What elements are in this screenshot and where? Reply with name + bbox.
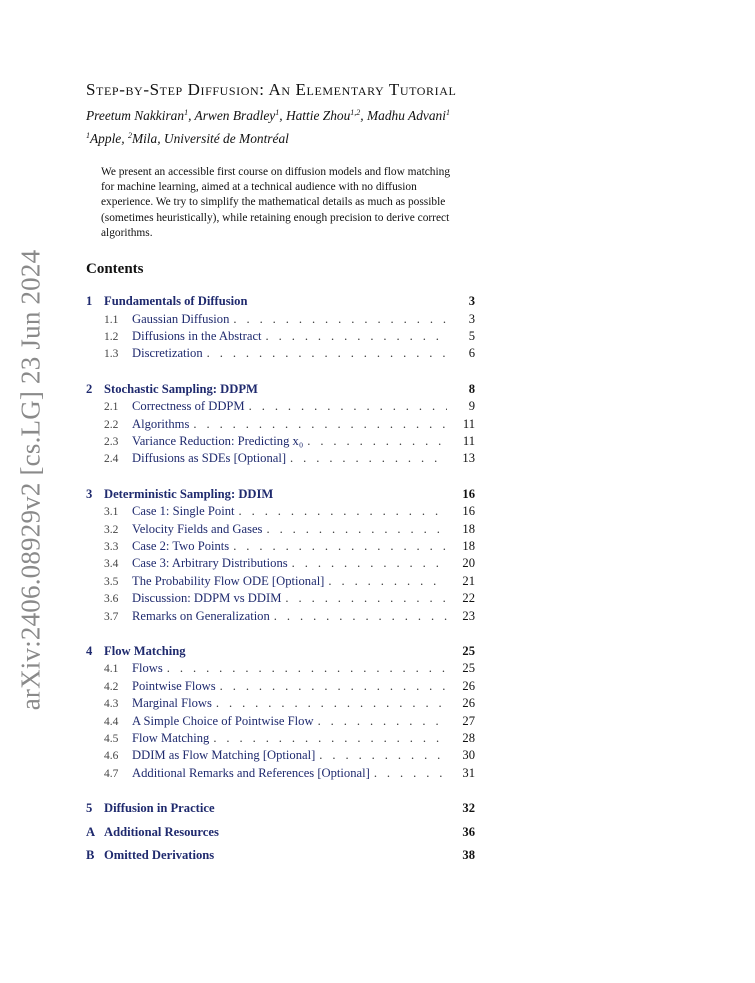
toc-subsection-page: 25 [462, 661, 475, 676]
toc-subsection-title[interactable]: The Probability Flow ODE [Optional] [132, 573, 325, 588]
toc-subsection-title[interactable]: Case 3: Arbitrary Distributions [132, 556, 288, 571]
toc-subsection-title[interactable]: DDIM as Flow Matching [Optional] [132, 748, 316, 763]
toc-leader-dots [307, 434, 447, 449]
author-affiliation-mark: 1 [275, 108, 280, 117]
toc-section-number: 3 [86, 486, 93, 501]
toc-subsection[interactable] [86, 522, 475, 539]
toc-leader-dots [193, 417, 447, 432]
toc-section[interactable] [86, 294, 475, 312]
toc-subsection-title[interactable]: Pointwise Flows [132, 678, 216, 693]
toc-subsection-number: 4.3 [104, 698, 119, 711]
toc-section-page: 16 [462, 486, 475, 501]
toc-section-title[interactable]: Fundamentals of Diffusion [104, 294, 248, 308]
author-name: Arwen Bradley [194, 108, 276, 123]
toc-section-page: 8 [468, 381, 475, 396]
toc-subsection-title[interactable]: Gaussian Diffusion [132, 311, 230, 326]
toc-section[interactable] [86, 825, 475, 843]
toc-leader-dots [233, 312, 447, 327]
abstract: We present an accessible first course on diffusion models and flow matching for machine learning, aimed at a technical audience with no diffusion experience. We try to simplify the mathematical details as much as possible (sometimes heuristically), while retaining enough precision to derive correct algorithms. [101, 166, 451, 239]
affiliation-list: $^1$Apple, $^2$Mila, Université de Montréal [86, 131, 289, 146]
toc-section-number: A [86, 824, 96, 839]
toc-subsection[interactable] [86, 504, 475, 521]
toc-subsection-number: 4.6 [104, 750, 119, 763]
toc-subsection-page: 20 [462, 556, 475, 571]
arxiv-id: arXiv:2406.08929v2 [cs.LG] 23 Jun 2024 [15, 249, 46, 711]
toc-subsection-page: 22 [462, 591, 475, 606]
toc-leader-dots [220, 679, 447, 694]
toc-subsection-number: 3.6 [104, 593, 119, 606]
toc-subsection-number: 4.2 [104, 680, 119, 693]
toc-leader-dots [318, 714, 447, 729]
toc-leader-dots [216, 696, 447, 711]
toc-subsection-title[interactable]: Flow Matching [132, 731, 210, 746]
toc-section-title[interactable]: Additional Resources [104, 824, 219, 839]
toc-subsection-page: 6 [468, 346, 475, 361]
toc-subsection-page: 30 [462, 748, 475, 763]
toc-subsection-number: 2.3 [104, 435, 119, 448]
toc-section-title[interactable]: Omitted Derivations [104, 848, 215, 863]
toc-subsection-number: 1.1 [104, 313, 119, 326]
toc-leader-dots [233, 539, 447, 554]
toc-subsection[interactable] [86, 434, 475, 451]
toc-subsection[interactable] [86, 451, 475, 468]
toc-section-number: 2 [86, 381, 93, 396]
author-name: Hattie Zhou [285, 108, 351, 123]
toc-leader-dots [207, 346, 447, 361]
toc-subsection[interactable] [86, 312, 475, 329]
affiliation-mark: 1 [86, 131, 90, 140]
toc-section-title[interactable]: Deterministic Sampling: DDIM [104, 486, 274, 501]
toc-section-page: 32 [462, 801, 475, 816]
toc-leader-dots [266, 329, 447, 344]
toc-subsection[interactable] [86, 417, 475, 434]
table-of-contents [86, 294, 475, 866]
toc-section-title[interactable]: Stochastic Sampling: DDPM [104, 381, 258, 396]
toc-subsection[interactable] [86, 696, 475, 713]
toc-subsection-page: 16 [462, 504, 475, 519]
toc-subsection-page: 13 [462, 451, 475, 466]
affiliation-name: Mila, Université de Montréal [131, 131, 289, 146]
toc-subsection-title[interactable]: A Simple Choice of Pointwise Flow [132, 713, 314, 728]
toc-subsection-number: 3.7 [104, 610, 119, 623]
toc-section[interactable] [86, 644, 475, 662]
toc-subsection[interactable] [86, 714, 475, 731]
toc-subsection-page: 28 [462, 731, 475, 746]
toc-subsection-number: 4.7 [104, 767, 119, 780]
toc-subsection[interactable] [86, 346, 475, 363]
toc-section[interactable] [86, 382, 475, 400]
toc-subsection-title[interactable]: Case 1: Single Point [132, 504, 235, 519]
toc-section-number: 1 [86, 294, 93, 308]
toc-subsection-title[interactable]: Marginal Flows [132, 696, 212, 711]
affiliation-name: Apple [90, 131, 122, 146]
toc-subsection-number: 3.1 [104, 506, 119, 519]
toc-subsection-page: 9 [468, 399, 475, 414]
toc-subsection-number: 2.2 [104, 418, 119, 431]
toc-subsection[interactable] [86, 661, 475, 678]
toc-leader-dots [374, 766, 447, 781]
author-list: Preetum Nakkiran$^1$, Arwen Bradley$^1$, Hattie Zhou$^{1,2}$, Madhu Advani$^1$ [86, 108, 450, 123]
toc-leader-dots [319, 748, 447, 763]
toc-section-title[interactable]: Diffusion in Practice [104, 801, 215, 816]
toc-subsection[interactable] [86, 591, 475, 608]
toc-section-page: 38 [462, 848, 475, 863]
toc-subsection-page: 3 [468, 311, 475, 326]
toc-subsection-title[interactable]: Diffusions as SDEs [Optional] [132, 451, 287, 466]
author-affiliation-mark: 1,2 [350, 108, 361, 117]
toc-subsection-page: 18 [462, 539, 475, 554]
toc-leader-dots [274, 609, 447, 624]
toc-subsection-number: 3.4 [104, 558, 119, 571]
toc-leader-dots [285, 591, 447, 606]
toc-subsection[interactable] [86, 574, 475, 591]
toc-subsection-page: 26 [462, 678, 475, 693]
arxiv-stamp [15, 249, 46, 711]
toc-section-page: 25 [462, 643, 475, 658]
toc-subsection-page: 31 [462, 765, 475, 780]
toc-subsection-number: 2.4 [104, 453, 119, 466]
toc-section-number: 4 [86, 643, 93, 658]
toc-subsection-number: 1.2 [104, 330, 119, 343]
toc-subsection[interactable] [86, 539, 475, 556]
author-affiliation-mark: 1 [184, 108, 189, 117]
toc-subsection-page: 18 [462, 521, 475, 536]
toc-subsection-page: 23 [462, 608, 475, 623]
toc-subsection-page: 11 [462, 416, 475, 431]
toc-section-title[interactable]: Flow Matching [104, 643, 186, 658]
toc-subsection-title[interactable]: Additional Remarks and References [Optional] [132, 765, 370, 780]
toc-section-number: B [86, 848, 95, 863]
toc-leader-dots [249, 399, 447, 414]
affiliation-mark: 2 [127, 131, 132, 140]
toc-subsection[interactable] [86, 766, 475, 783]
toc-section-page: 36 [462, 824, 475, 839]
author-affiliation-mark: 1 [445, 108, 450, 117]
toc-subsection-title[interactable]: Variance Reduction: Predicting x₀ [132, 433, 304, 448]
toc-subsection-title[interactable]: Case 2: Two Points [132, 539, 230, 554]
toc-subsection[interactable] [86, 748, 475, 765]
toc-subsection-title[interactable]: Discretization [132, 346, 203, 361]
toc-leader-dots [328, 574, 447, 589]
toc-gap [86, 626, 475, 638]
toc-subsection-title[interactable]: Algorithms [132, 416, 190, 431]
toc-leader-dots [266, 522, 447, 537]
toc-leader-dots [213, 731, 447, 746]
toc-gap [86, 783, 475, 795]
toc-subsection-page: 11 [462, 433, 475, 448]
author-name: Madhu Advani [367, 108, 446, 123]
toc-subsection-number: 3.5 [104, 575, 119, 588]
toc-subsection-title[interactable]: Correctness of DDPM [132, 399, 245, 414]
toc-subsection-title[interactable]: Discussion: DDPM vs DDIM [132, 591, 282, 606]
toc-subsection-number: 3.2 [104, 523, 119, 536]
toc-subsection-title[interactable]: Flows [132, 661, 163, 676]
toc-gap [86, 469, 475, 481]
toc-subsection-title[interactable]: Diffusions in the Abstract [132, 328, 262, 343]
toc-subsection-page: 26 [462, 696, 475, 711]
author-name: Preetum Nakkiran [86, 108, 185, 123]
toc-subsection[interactable] [86, 609, 475, 626]
toc-subsection-number: 4.4 [104, 715, 119, 728]
toc-subsection-number: 3.3 [104, 541, 119, 554]
toc-subsection-title[interactable]: Velocity Fields and Gases [132, 521, 263, 536]
toc-gap [86, 364, 475, 376]
toc-leader-dots [239, 504, 447, 519]
toc-section[interactable] [86, 848, 475, 866]
toc-subsection[interactable] [86, 556, 475, 573]
toc-subsection[interactable] [86, 679, 475, 696]
contents-heading: Contents [86, 261, 144, 277]
toc-leader-dots [167, 661, 447, 676]
toc-subsection-page: 21 [462, 573, 475, 588]
toc-subsection-number: 2.1 [104, 401, 119, 414]
toc-leader-dots [290, 451, 447, 466]
toc-subsection-page: 5 [468, 328, 475, 343]
toc-subsection-title[interactable]: Remarks on Generalization [132, 608, 270, 623]
toc-section-page: 3 [468, 294, 475, 308]
toc-subsection-number: 4.1 [104, 663, 119, 676]
toc-subsection-number: 1.3 [104, 348, 119, 361]
paper-title: Step-by-Step Diffusion: An Elementary Tutorial [86, 80, 457, 99]
toc-subsection-page: 27 [462, 713, 475, 728]
toc-subsection[interactable] [86, 731, 475, 748]
toc-section[interactable] [86, 487, 475, 505]
toc-subsection-number: 4.5 [104, 733, 119, 746]
toc-section-number: 5 [86, 801, 93, 816]
toc-subsection[interactable] [86, 399, 475, 416]
toc-leader-dots [292, 556, 447, 571]
toc-subsection[interactable] [86, 329, 475, 346]
toc-section[interactable] [86, 801, 475, 819]
